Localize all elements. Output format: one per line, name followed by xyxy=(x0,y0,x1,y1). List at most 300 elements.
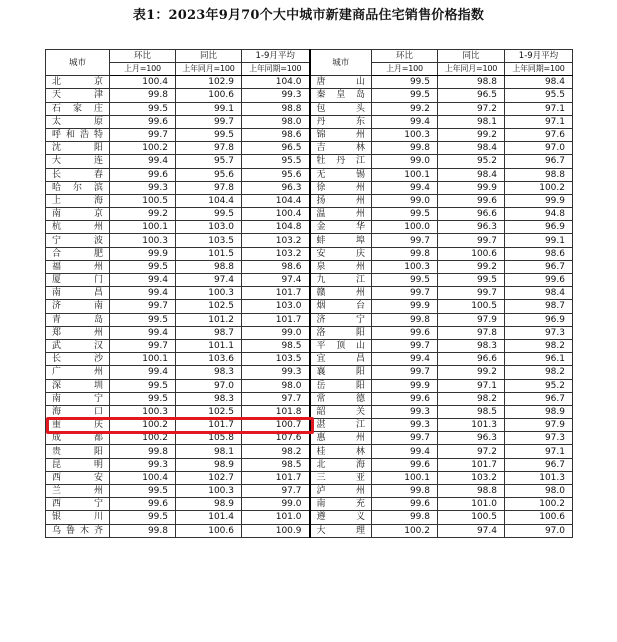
table-row xyxy=(46,181,573,194)
table-row xyxy=(46,234,573,247)
mom-value-cell: 99.6 xyxy=(372,326,438,339)
city-name-cell: 韶关 xyxy=(310,405,372,418)
mom-value-cell: 99.7 xyxy=(110,128,176,141)
city-name-cell: 南京 xyxy=(46,208,110,221)
city-name-cell: 上海 xyxy=(46,194,110,207)
mom-value-cell: 99.4 xyxy=(372,115,438,128)
yoy-value-cell: 100.3 xyxy=(176,287,242,300)
ytd-value-cell: 97.1 xyxy=(505,445,573,458)
yoy-value-cell: 99.9 xyxy=(438,181,505,194)
city-name-cell: 泉州 xyxy=(310,260,372,273)
ytd-value-cell: 97.4 xyxy=(242,274,310,287)
table-row xyxy=(46,458,573,471)
city-name-cell: 武汉 xyxy=(46,339,110,352)
mom-value-cell: 99.5 xyxy=(110,379,176,392)
table-row xyxy=(46,471,573,484)
city-name-cell: 银川 xyxy=(46,511,110,524)
city-name-cell: 南充 xyxy=(310,498,372,511)
ytd-value-cell: 98.4 xyxy=(505,287,573,300)
table-row xyxy=(46,326,573,339)
mom-value-cell: 99.9 xyxy=(110,247,176,260)
mom-value-cell: 99.7 xyxy=(372,339,438,352)
city-name-cell: 岳阳 xyxy=(310,379,372,392)
mom-value-cell: 99.4 xyxy=(372,181,438,194)
ytd-value-cell: 100.9 xyxy=(242,524,310,537)
city-name-cell: 唐山 xyxy=(310,76,372,89)
yoy-value-cell: 96.3 xyxy=(438,221,505,234)
ytd-value-cell: 96.7 xyxy=(505,260,573,273)
ytd-value-cell: 104.0 xyxy=(242,76,310,89)
yoy-value-cell: 98.7 xyxy=(176,326,242,339)
mom-value-cell: 99.5 xyxy=(110,392,176,405)
city-name-cell: 海口 xyxy=(46,405,110,418)
ytd-value-cell: 94.8 xyxy=(505,208,573,221)
city-name-cell: 太原 xyxy=(46,115,110,128)
mom-value-cell: 100.3 xyxy=(110,234,176,247)
city-name-cell: 吉林 xyxy=(310,142,372,155)
mom-value-cell: 99.8 xyxy=(110,445,176,458)
yoy-value-cell: 97.4 xyxy=(438,524,505,537)
mom-value-cell: 100.3 xyxy=(372,128,438,141)
mom-value-cell: 99.6 xyxy=(372,458,438,471)
city-name-cell: 安庆 xyxy=(310,247,372,260)
mom-value-cell: 99.8 xyxy=(372,485,438,498)
ytd-value-cell: 101.7 xyxy=(242,313,310,326)
price-index-table xyxy=(45,49,573,538)
yoy-value-cell: 97.1 xyxy=(438,379,505,392)
table-row xyxy=(46,208,573,221)
mom-value-cell: 99.3 xyxy=(110,181,176,194)
city-name-cell: 无锡 xyxy=(310,168,372,181)
mom-value-cell: 99.9 xyxy=(372,379,438,392)
ytd-value-cell: 97.1 xyxy=(505,102,573,115)
table-row xyxy=(46,366,573,379)
yoy-value-cell: 99.6 xyxy=(438,194,505,207)
mom-value-cell: 99.6 xyxy=(110,168,176,181)
city-name-cell: 锦州 xyxy=(310,128,372,141)
ytd-value-cell: 107.6 xyxy=(242,432,310,445)
ytd-value-cell: 95.2 xyxy=(505,379,573,392)
ytd-value-cell: 101.7 xyxy=(242,287,310,300)
yoy-column-header: 同比 xyxy=(438,50,505,63)
city-name-cell: 长沙 xyxy=(46,353,110,366)
ytd-value-cell: 98.4 xyxy=(505,76,573,89)
table-row xyxy=(46,405,573,418)
mom-column-header: 环比 xyxy=(372,50,438,63)
mom-value-cell: 99.0 xyxy=(372,155,438,168)
yoy-value-cell: 98.4 xyxy=(438,168,505,181)
mom-value-cell: 99.6 xyxy=(110,498,176,511)
city-name-cell: 牡丹江 xyxy=(310,155,372,168)
mom-value-cell: 100.1 xyxy=(110,221,176,234)
city-column-header: 城市 xyxy=(46,50,110,76)
ytd-value-cell: 99.3 xyxy=(242,366,310,379)
header-row-1 xyxy=(46,50,573,63)
city-name-cell: 西安 xyxy=(46,471,110,484)
ytd-value-cell: 98.7 xyxy=(505,300,573,313)
mom-value-cell: 99.4 xyxy=(110,155,176,168)
yoy-value-cell: 97.0 xyxy=(176,379,242,392)
city-name-cell: 北海 xyxy=(310,458,372,471)
yoy-value-cell: 95.2 xyxy=(438,155,505,168)
table-row xyxy=(46,194,573,207)
mom-value-cell: 99.8 xyxy=(372,511,438,524)
yoy-value-cell: 105.8 xyxy=(176,432,242,445)
table-row xyxy=(46,102,573,115)
yoy-value-cell: 100.5 xyxy=(438,300,505,313)
mom-value-cell: 99.4 xyxy=(372,445,438,458)
ytd-value-cell: 98.6 xyxy=(242,128,310,141)
yoy-value-cell: 98.8 xyxy=(438,76,505,89)
yoy-base-label: 上年同月=100 xyxy=(176,63,242,76)
mom-value-cell: 99.2 xyxy=(110,208,176,221)
yoy-value-cell: 96.6 xyxy=(438,208,505,221)
mom-value-cell: 99.9 xyxy=(372,300,438,313)
ytd-value-cell: 98.9 xyxy=(505,405,573,418)
mom-value-cell: 99.3 xyxy=(110,458,176,471)
city-name-cell: 乌鲁木齐 xyxy=(46,524,110,537)
yoy-value-cell: 96.6 xyxy=(438,353,505,366)
yoy-value-cell: 100.3 xyxy=(176,485,242,498)
ytd-value-cell: 97.3 xyxy=(505,432,573,445)
mom-value-cell: 99.7 xyxy=(372,287,438,300)
yoy-value-cell: 101.7 xyxy=(176,419,242,432)
yoy-value-cell: 101.4 xyxy=(176,511,242,524)
city-name-cell: 常德 xyxy=(310,392,372,405)
ytd-value-cell: 98.2 xyxy=(505,339,573,352)
ytd-value-cell: 97.3 xyxy=(505,326,573,339)
yoy-value-cell: 99.5 xyxy=(438,274,505,287)
yoy-value-cell: 102.5 xyxy=(176,405,242,418)
yoy-value-cell: 99.2 xyxy=(438,260,505,273)
city-name-cell: 广州 xyxy=(46,366,110,379)
yoy-value-cell: 99.1 xyxy=(176,102,242,115)
mom-value-cell: 99.0 xyxy=(372,194,438,207)
yoy-value-cell: 99.2 xyxy=(438,366,505,379)
ytd-value-cell: 95.6 xyxy=(242,168,310,181)
mom-value-cell: 100.1 xyxy=(372,168,438,181)
ytd-value-cell: 98.0 xyxy=(505,485,573,498)
ytd-value-cell: 96.3 xyxy=(242,181,310,194)
ytd-value-cell: 97.9 xyxy=(505,419,573,432)
ytd-value-cell: 104.8 xyxy=(242,221,310,234)
mom-value-cell: 99.7 xyxy=(372,234,438,247)
ytd-value-cell: 96.7 xyxy=(505,458,573,471)
yoy-value-cell: 97.9 xyxy=(438,313,505,326)
city-name-cell: 大理 xyxy=(310,524,372,537)
city-name-cell: 兰州 xyxy=(46,485,110,498)
table-row xyxy=(46,511,573,524)
city-name-cell: 徐州 xyxy=(310,181,372,194)
ytd-value-cell: 98.8 xyxy=(505,168,573,181)
city-name-cell: 扬州 xyxy=(310,194,372,207)
mom-value-cell: 99.8 xyxy=(372,247,438,260)
ytd-value-cell: 96.7 xyxy=(505,392,573,405)
mom-value-cell: 100.2 xyxy=(372,524,438,537)
mom-value-cell: 99.3 xyxy=(372,405,438,418)
ytd-value-cell: 104.4 xyxy=(242,194,310,207)
ytd-value-cell: 97.6 xyxy=(505,128,573,141)
yoy-value-cell: 101.2 xyxy=(176,313,242,326)
city-name-cell: 南昌 xyxy=(46,287,110,300)
ytd-value-cell: 101.7 xyxy=(242,471,310,484)
city-name-cell: 北京 xyxy=(46,76,110,89)
city-column-header: 城市 xyxy=(310,50,372,76)
city-name-cell: 郑州 xyxy=(46,326,110,339)
mom-value-cell: 100.3 xyxy=(372,260,438,273)
city-name-cell: 遵义 xyxy=(310,511,372,524)
mom-value-cell: 99.7 xyxy=(372,366,438,379)
ytd-value-cell: 100.4 xyxy=(242,208,310,221)
mom-value-cell: 99.5 xyxy=(372,89,438,102)
table-row xyxy=(46,274,573,287)
city-name-cell: 秦皇岛 xyxy=(310,89,372,102)
yoy-value-cell: 97.8 xyxy=(438,326,505,339)
city-name-cell: 大连 xyxy=(46,155,110,168)
mom-value-cell: 99.3 xyxy=(372,419,438,432)
yoy-value-cell: 101.0 xyxy=(438,498,505,511)
ytd-value-cell: 96.9 xyxy=(505,313,573,326)
mom-value-cell: 100.2 xyxy=(110,432,176,445)
yoy-value-cell: 96.3 xyxy=(438,432,505,445)
ytd-value-cell: 100.2 xyxy=(505,498,573,511)
city-name-cell: 合肥 xyxy=(46,247,110,260)
mom-value-cell: 99.5 xyxy=(110,260,176,273)
header-row-2 xyxy=(46,63,573,76)
ytd-value-cell: 97.7 xyxy=(242,392,310,405)
yoy-value-cell: 103.6 xyxy=(176,353,242,366)
mom-value-cell: 99.8 xyxy=(372,313,438,326)
city-name-cell: 成都 xyxy=(46,432,110,445)
ytd-value-cell: 101.8 xyxy=(242,405,310,418)
table-row xyxy=(46,142,573,155)
ytd-value-cell: 98.6 xyxy=(242,260,310,273)
yoy-value-cell: 98.1 xyxy=(176,445,242,458)
city-name-cell: 厦门 xyxy=(46,274,110,287)
city-name-cell: 丹东 xyxy=(310,115,372,128)
ytd-value-cell: 99.1 xyxy=(505,234,573,247)
yoy-value-cell: 100.6 xyxy=(176,524,242,537)
ytd-value-cell: 98.2 xyxy=(242,445,310,458)
table-row xyxy=(46,498,573,511)
mom-value-cell: 100.2 xyxy=(110,419,176,432)
mom-value-cell: 99.4 xyxy=(110,274,176,287)
mom-value-cell: 99.5 xyxy=(110,485,176,498)
table-row xyxy=(46,168,573,181)
mom-value-cell: 100.2 xyxy=(110,142,176,155)
ytd-value-cell: 97.0 xyxy=(505,142,573,155)
city-name-cell: 昆明 xyxy=(46,458,110,471)
ytd-value-cell: 97.7 xyxy=(242,485,310,498)
yoy-value-cell: 103.5 xyxy=(176,234,242,247)
city-name-cell: 贵阳 xyxy=(46,445,110,458)
mom-base-label: 上月=100 xyxy=(110,63,176,76)
mom-value-cell: 99.7 xyxy=(110,300,176,313)
city-name-cell: 惠州 xyxy=(310,432,372,445)
city-name-cell: 烟台 xyxy=(310,300,372,313)
yoy-value-cell: 98.9 xyxy=(176,458,242,471)
mom-value-cell: 99.6 xyxy=(372,498,438,511)
city-name-cell: 呼和浩特 xyxy=(46,128,110,141)
yoy-value-cell: 101.5 xyxy=(176,247,242,260)
ytd-value-cell: 98.0 xyxy=(242,115,310,128)
yoy-value-cell: 96.5 xyxy=(438,89,505,102)
city-name-cell: 洛阳 xyxy=(310,326,372,339)
ytd-value-cell: 99.0 xyxy=(242,326,310,339)
table-row xyxy=(46,115,573,128)
yoy-value-cell: 102.9 xyxy=(176,76,242,89)
mom-value-cell: 100.1 xyxy=(110,353,176,366)
ytd-value-cell: 100.6 xyxy=(505,511,573,524)
yoy-value-cell: 98.5 xyxy=(438,405,505,418)
yoy-value-cell: 99.2 xyxy=(438,128,505,141)
mom-value-cell: 99.6 xyxy=(110,115,176,128)
table-row xyxy=(46,287,573,300)
mom-value-cell: 99.4 xyxy=(372,353,438,366)
table-title: 表1：2023年9月70个大中城市新建商品住宅销售价格指数 xyxy=(132,8,485,23)
table-row xyxy=(46,339,573,352)
ytd-value-cell: 98.5 xyxy=(242,458,310,471)
table-row xyxy=(46,485,573,498)
mom-value-cell: 100.3 xyxy=(110,405,176,418)
yoy-value-cell: 104.4 xyxy=(176,194,242,207)
yoy-value-cell: 97.2 xyxy=(438,102,505,115)
ytd-value-cell: 101.3 xyxy=(505,471,573,484)
ytd-value-cell: 96.9 xyxy=(505,221,573,234)
city-name-cell: 桂林 xyxy=(310,445,372,458)
mom-value-cell: 99.8 xyxy=(372,142,438,155)
table-row xyxy=(46,353,573,366)
city-name-cell: 重庆 xyxy=(46,419,110,432)
table-row xyxy=(46,128,573,141)
ytd-value-cell: 103.2 xyxy=(242,234,310,247)
ytd-value-cell: 98.5 xyxy=(242,339,310,352)
city-name-cell: 天津 xyxy=(46,89,110,102)
yoy-value-cell: 98.9 xyxy=(176,498,242,511)
yoy-base-label: 上年同月=100 xyxy=(438,63,505,76)
yoy-value-cell: 101.3 xyxy=(438,419,505,432)
city-name-cell: 湛江 xyxy=(310,419,372,432)
table-row xyxy=(46,221,573,234)
city-name-cell: 金华 xyxy=(310,221,372,234)
table-row xyxy=(46,260,573,273)
yoy-value-cell: 99.7 xyxy=(176,115,242,128)
yoy-value-cell: 97.8 xyxy=(176,142,242,155)
yoy-value-cell: 98.3 xyxy=(438,339,505,352)
table-row xyxy=(46,300,573,313)
mom-base-label: 上月=100 xyxy=(372,63,438,76)
yoy-value-cell: 98.3 xyxy=(176,392,242,405)
table-row xyxy=(46,432,573,445)
city-name-cell: 泸州 xyxy=(310,485,372,498)
ytd-value-cell: 99.3 xyxy=(242,89,310,102)
yoy-column-header: 同比 xyxy=(176,50,242,63)
city-name-cell: 温州 xyxy=(310,208,372,221)
ytd-value-cell: 96.5 xyxy=(242,142,310,155)
ytd-value-cell: 98.0 xyxy=(242,379,310,392)
table-row xyxy=(46,313,573,326)
mom-value-cell: 99.4 xyxy=(110,287,176,300)
table-row xyxy=(46,445,573,458)
yoy-value-cell: 97.4 xyxy=(176,274,242,287)
city-name-cell: 赣州 xyxy=(310,287,372,300)
city-name-cell: 石家庄 xyxy=(46,102,110,115)
yoy-value-cell: 100.6 xyxy=(438,247,505,260)
city-name-cell: 平顶山 xyxy=(310,339,372,352)
city-name-cell: 宁波 xyxy=(46,234,110,247)
ytd-value-cell: 97.1 xyxy=(505,115,573,128)
mom-column-header: 环比 xyxy=(110,50,176,63)
yoy-value-cell: 103.0 xyxy=(176,221,242,234)
yoy-value-cell: 99.7 xyxy=(438,287,505,300)
mom-value-cell: 99.5 xyxy=(372,274,438,287)
mom-value-cell: 100.4 xyxy=(110,76,176,89)
ytd-base-label: 上年同期=100 xyxy=(242,63,310,76)
ytd-value-cell: 97.0 xyxy=(505,524,573,537)
yoy-value-cell: 101.7 xyxy=(438,458,505,471)
table-row xyxy=(46,379,573,392)
mom-value-cell: 100.0 xyxy=(372,221,438,234)
yoy-value-cell: 102.5 xyxy=(176,300,242,313)
city-name-cell: 沈阳 xyxy=(46,142,110,155)
ytd-value-cell: 95.5 xyxy=(505,89,573,102)
ytd-value-cell: 100.2 xyxy=(505,181,573,194)
ytd-value-cell: 95.5 xyxy=(242,155,310,168)
yoy-value-cell: 98.2 xyxy=(438,392,505,405)
table-row xyxy=(46,524,573,537)
city-name-cell: 九江 xyxy=(310,274,372,287)
mom-value-cell: 99.4 xyxy=(110,326,176,339)
mom-value-cell: 99.7 xyxy=(110,339,176,352)
mom-value-cell: 99.4 xyxy=(110,366,176,379)
city-name-cell: 西宁 xyxy=(46,498,110,511)
ytd-value-cell: 99.6 xyxy=(505,274,573,287)
city-name-cell: 长春 xyxy=(46,168,110,181)
yoy-value-cell: 98.8 xyxy=(176,260,242,273)
ytd-value-cell: 96.1 xyxy=(505,353,573,366)
mom-value-cell: 99.8 xyxy=(110,89,176,102)
yoy-value-cell: 103.2 xyxy=(438,471,505,484)
yoy-value-cell: 99.5 xyxy=(176,128,242,141)
ytd-value-cell: 103.2 xyxy=(242,247,310,260)
city-name-cell: 蚌埠 xyxy=(310,234,372,247)
yoy-value-cell: 98.1 xyxy=(438,115,505,128)
table-row xyxy=(46,392,573,405)
table-row xyxy=(46,419,573,432)
yoy-value-cell: 99.5 xyxy=(176,208,242,221)
mom-value-cell: 100.1 xyxy=(372,471,438,484)
city-name-cell: 济宁 xyxy=(310,313,372,326)
ytd-value-cell: 101.0 xyxy=(242,511,310,524)
ytd-value-cell: 99.0 xyxy=(242,498,310,511)
city-name-cell: 宜昌 xyxy=(310,353,372,366)
yoy-value-cell: 99.7 xyxy=(438,234,505,247)
ytd-value-cell: 98.6 xyxy=(505,247,573,260)
table-row xyxy=(46,247,573,260)
city-name-cell: 包头 xyxy=(310,102,372,115)
mom-value-cell: 99.8 xyxy=(110,524,176,537)
city-name-cell: 济南 xyxy=(46,300,110,313)
mom-value-cell: 99.5 xyxy=(372,208,438,221)
ytd-value-cell: 99.9 xyxy=(505,194,573,207)
ytd-value-cell: 96.7 xyxy=(505,155,573,168)
mom-value-cell: 99.5 xyxy=(110,511,176,524)
yoy-value-cell: 100.6 xyxy=(176,89,242,102)
yoy-value-cell: 95.6 xyxy=(176,168,242,181)
city-name-cell: 福州 xyxy=(46,260,110,273)
mom-value-cell: 99.5 xyxy=(110,102,176,115)
city-name-cell: 三亚 xyxy=(310,471,372,484)
